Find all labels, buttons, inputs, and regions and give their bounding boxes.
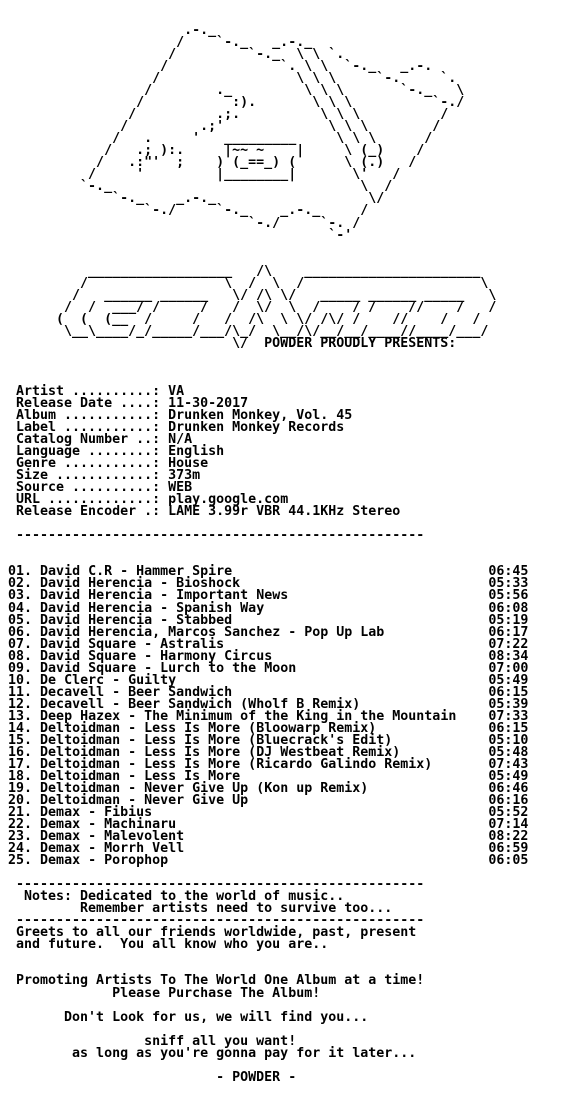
footer-line: - POWDER -	[8, 1069, 297, 1085]
info-field-value: 11-30-2017	[160, 395, 249, 411]
track-number: 07.	[8, 636, 33, 652]
info-field-value: N/A	[160, 432, 193, 448]
ascii-art-line: \__\____/_/_____/___/\_/ \__/\/__/__/____//____/___/	[8, 323, 489, 339]
track-time: 08:34	[488, 648, 529, 664]
track-title: Deltoidman - Less Is More (Bloowarp Remix)	[40, 720, 377, 736]
track-number: 06.	[8, 624, 33, 640]
info-field-label: Release Encoder .:	[8, 504, 161, 520]
track-title: Demax - Malevolent	[40, 829, 185, 845]
track-title: Deltoidman - Less Is More	[40, 768, 241, 784]
ascii-art-line: \/ POWDER PROUDLY PRESENTS:	[8, 335, 457, 351]
nfo-text-block	[8, 25, 528, 1084]
ascii-art-line: / .; ):. |~~ ~ | \ (_) /	[8, 143, 425, 159]
info-field-value: Drunken Monkey Records	[160, 420, 345, 436]
track-time: 06:16	[488, 793, 529, 808]
info-field-value: House	[160, 456, 209, 472]
track-title: Deltoidman - Less Is More (Bluecrack's Edit)	[40, 732, 393, 748]
ascii-art-line: ( ( (__ / / / /\ \ \/ /\/ / // / /	[8, 311, 481, 327]
spacer-line	[8, 350, 528, 362]
greets-line: and future. You all know who you are..	[8, 937, 329, 953]
notes-line: Remember artists need to survive too...	[8, 901, 393, 917]
promo-line: Please Purchase The Album!	[8, 985, 321, 1001]
track-row	[8, 855, 528, 867]
track-title: David Herencia - Bioshock	[40, 576, 241, 592]
track-time: 07:43	[488, 756, 529, 772]
track-title: Deep Hazex - The Minimum of the King in the Mountain	[40, 708, 457, 724]
track-number: 10.	[8, 672, 33, 688]
track-number: 17.	[8, 756, 33, 772]
info-field-label: Label ...........:	[8, 420, 161, 436]
track-title: David Herencia, Marcos Sanchez - Pop Up Lab	[40, 624, 385, 640]
ascii-art-line: `-./ `-._ _.-._ /	[8, 203, 369, 219]
ascii-art-line: `-._ \ /	[8, 179, 393, 195]
track-time: 05:49	[488, 768, 529, 784]
track-title: Deltoidman - Less Is More (Ricardo Galindo Remix)	[40, 756, 433, 772]
ascii-art-line: / ' |________| \' /	[8, 167, 401, 183]
track-time: 05:39	[488, 696, 529, 712]
track-title: De Clerc - Guilty	[40, 672, 177, 688]
track-time: 07:22	[488, 636, 529, 652]
ascii-art-line: / . ' _________ \ \ \ /	[8, 131, 433, 147]
track-number: 20.	[8, 793, 33, 808]
ascii-art-line: / ._ \ \ \ `-._ \	[8, 83, 465, 99]
separator-line: ---------------------------------------------------	[8, 913, 425, 929]
track-number: 08.	[8, 648, 33, 664]
separator-line: ---------------------------------------------------	[8, 877, 425, 893]
track-number: 25.	[8, 853, 33, 869]
track-number: 18.	[8, 768, 33, 784]
track-number: 21.	[8, 805, 33, 821]
ascii-art-line: __________________ /\ ______________________	[8, 263, 481, 279]
separator-line: ---------------------------------------------------	[8, 528, 425, 544]
track-title: David Herencia - Spanish Way	[40, 600, 265, 616]
track-title: Deltoidman - Never Give Up (Kon up Remix)	[40, 780, 369, 796]
ascii-art-line	[8, 242, 528, 254]
track-number: 13.	[8, 708, 33, 724]
track-title: Deltoidman - Never Give Up	[40, 793, 249, 808]
info-field-value: WEB	[160, 480, 193, 496]
track-time: 07:00	[488, 660, 529, 676]
info-field-value: play.google.com	[160, 492, 289, 508]
track-title: Demax - Morrh Vell	[40, 841, 185, 857]
track-time: 06:15	[488, 684, 529, 700]
spacer-line	[8, 362, 528, 374]
info-field-value: Drunken Monkey, Vol. 45	[160, 408, 353, 423]
greets-line: Greets to all our friends worldwide, past, present	[8, 925, 417, 941]
track-time: 06:15	[488, 720, 529, 736]
info-field-value: English	[160, 444, 225, 460]
info-field-label: Artist ..........:	[8, 383, 161, 399]
track-time: 07:14	[488, 817, 529, 833]
ascii-art-line: / .:"' ; ) (_==_) ( \ (.) /	[8, 155, 417, 171]
track-number: 23.	[8, 829, 33, 845]
track-title: David Square - Lurch to the Moon	[40, 660, 297, 676]
track-time: 05:52	[488, 805, 529, 821]
track-title: Decavell - Beer Sandwich	[40, 684, 233, 700]
ascii-art-line: / :). \ \ \ `-./	[8, 95, 465, 111]
ascii-art-line: / \ / \ / \	[8, 275, 489, 291]
track-title: David C.R - Hammer Spire	[40, 564, 233, 580]
track-number: 05.	[8, 612, 33, 628]
track-number: 09.	[8, 660, 33, 676]
track-title: Demax - Fibius	[40, 805, 153, 821]
track-number: 22.	[8, 817, 33, 833]
track-number: 16.	[8, 744, 33, 760]
info-field-value: LAME 3.99r VBR 44.1KHz Stereo	[160, 504, 401, 520]
track-number: 24.	[8, 841, 33, 857]
ascii-art-line: / `-._ _.-._	[8, 35, 313, 51]
ascii-art-line: / `. \ \ `-._ _.-.	[8, 59, 433, 75]
track-number: 02.	[8, 576, 33, 592]
track-number: 03.	[8, 588, 33, 604]
track-number: 15.	[8, 732, 33, 748]
track-title: Demax - Machinaru	[40, 817, 177, 833]
ascii-art-line: `-./ `-. /	[8, 215, 361, 231]
track-time: 05:19	[488, 612, 529, 628]
track-number: 04.	[8, 600, 33, 616]
ascii-art-line: .-._	[8, 23, 217, 38]
spacer-line	[8, 542, 528, 554]
track-title: Decavell - Beer Sandwich (Wholf B Remix)	[40, 696, 361, 712]
ascii-art-line: / ______ ______ \/ /\ \/ _____ ______ _____ \	[8, 287, 497, 303]
track-title: Demax - Porophop	[40, 853, 169, 869]
spacer-line	[8, 951, 528, 963]
track-title: David Square - Harmony Circus	[40, 648, 273, 664]
track-time: 06:08	[488, 600, 529, 616]
info-field-label: Genre ...........:	[8, 456, 161, 472]
info-field-row	[8, 506, 528, 518]
track-time: 05:10	[488, 732, 529, 748]
track-time: 06:46	[488, 780, 529, 796]
info-field-label: Album ...........:	[8, 408, 161, 423]
track-time: 05:33	[488, 576, 529, 592]
ascii-art-line: / `-._ \ \ `.	[8, 47, 345, 63]
track-time: 06:45	[488, 564, 529, 580]
track-title: Deltoidman - Less Is More (DJ Westbeat Remix)	[40, 744, 401, 760]
ascii-art-line: `-'	[8, 227, 353, 243]
ascii-art-line: / .;. \ \ \ /	[8, 107, 449, 123]
info-field-value: VA	[160, 383, 185, 399]
ascii-art-line: / \ \ \ `-. `.	[8, 71, 457, 87]
track-number: 19.	[8, 780, 33, 796]
track-time: 06:59	[488, 841, 529, 857]
ascii-art-line: / .;' \ \ \ /	[8, 119, 441, 135]
info-field-label: URL .............:	[8, 492, 161, 508]
track-time: 05:49	[488, 672, 529, 688]
info-field-label: Release Date ....:	[8, 395, 161, 411]
sniff-line: sniff all you want!	[8, 1033, 297, 1049]
track-title: David Square - Astralis	[40, 636, 225, 652]
track-title: David Herencia - Stabbed	[40, 612, 233, 628]
info-field-label: Size ............:	[8, 468, 161, 484]
info-field-label: Source ..........:	[8, 480, 161, 496]
track-time: 07:33	[488, 708, 529, 724]
track-number: 14.	[8, 720, 33, 736]
track-number: 01.	[8, 564, 33, 580]
info-field-label: Language ........:	[8, 444, 161, 460]
track-time: 05:48	[488, 744, 529, 760]
track-time: 06:05	[488, 853, 529, 869]
track-time: 06:17	[488, 624, 529, 640]
sniff-line: as long as you're gonna pay for it later...	[8, 1045, 417, 1061]
track-time: 05:56	[488, 588, 529, 604]
track-number: 11.	[8, 684, 33, 700]
info-field-label: Catalog Number ..:	[8, 432, 161, 448]
track-time: 08:22	[488, 829, 529, 845]
track-title: David Herencia - Important News	[40, 588, 289, 604]
track-number: 12.	[8, 696, 33, 712]
notes-line: Notes: Dedicated to the world of music..	[8, 889, 345, 905]
info-field-value: 373m	[160, 468, 201, 484]
ascii-art-line: / / ___/ / / / \/ \ / / / // / /	[8, 299, 497, 315]
promo-line: Promoting Artists To The World One Album at a time!	[8, 973, 425, 989]
ascii-art-line: `-._ _.-._ \/	[8, 191, 385, 207]
dont-look-line: Don't Look for us, we will find you...	[8, 1009, 369, 1025]
